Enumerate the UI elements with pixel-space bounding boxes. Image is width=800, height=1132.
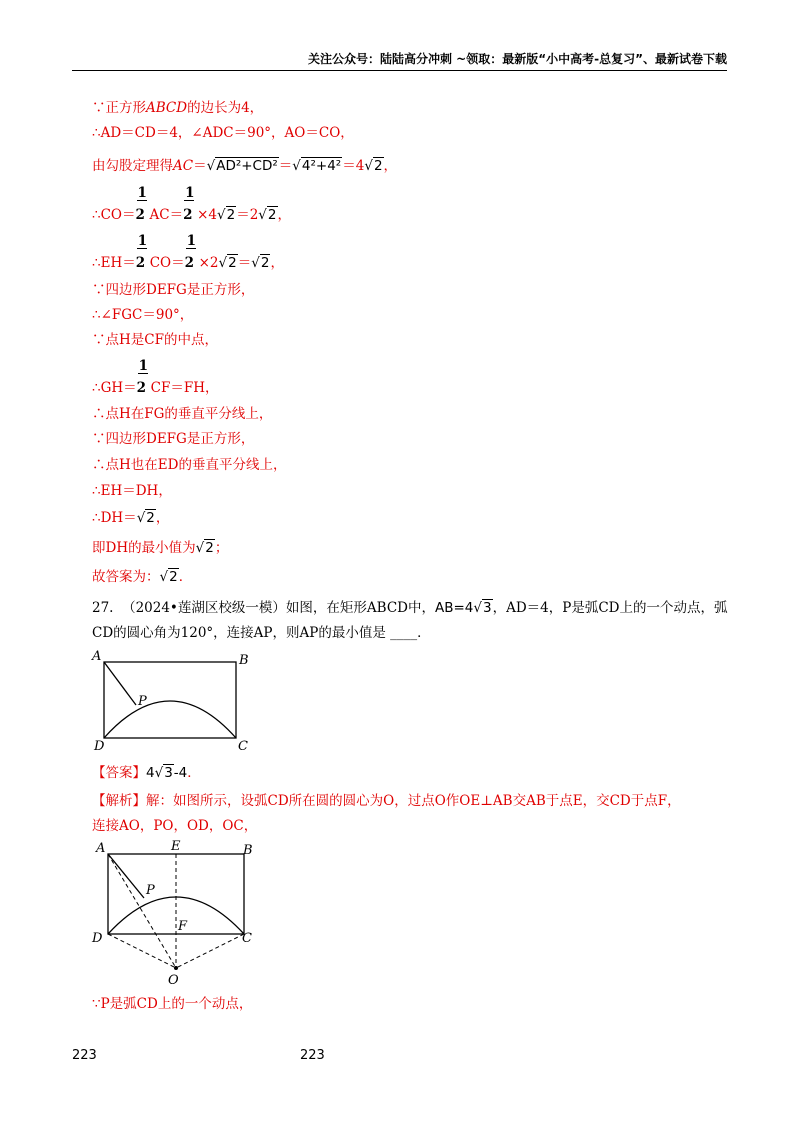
fig1-label-c: C bbox=[238, 739, 248, 754]
proof-line-15: 即DH的最小值为√2； bbox=[92, 540, 229, 556]
proof-line-14: ∴DH＝√2， bbox=[92, 510, 170, 526]
analysis-line-2: 连接AO，PO，OD，OC， bbox=[92, 818, 258, 834]
fig2-arc-cd bbox=[108, 897, 244, 934]
figure-2 bbox=[86, 838, 266, 988]
page-number-left: 223 bbox=[72, 1048, 97, 1063]
proof-line-3: 由勾股定理得AC＝√AD²+CD²＝√4²+4²＝4√2， bbox=[92, 158, 398, 174]
fig1-label-p: P bbox=[138, 694, 147, 709]
proof-line-11: ∵四边形DEFG是正方形， bbox=[92, 431, 255, 447]
proof-line-4: ∴CO＝ $\frac{1}{2}AC=$ $\frac{1}{2}\times 4√2=2√2$， bbox=[92, 185, 291, 223]
figure-1 bbox=[86, 646, 266, 758]
fig2-label-c: C bbox=[242, 931, 252, 946]
proof-line-10: ∴点H在FG的垂直平分线上， bbox=[92, 406, 273, 422]
question-line-2: CD的圆心角为120°，连接AP，则AP的最小值是 ____． bbox=[92, 625, 431, 641]
proof-line-9: ∴GH＝ $\frac{1}{2}CF=FH$， bbox=[92, 358, 219, 396]
fig2-label-p: P bbox=[146, 883, 155, 898]
analysis-last-line: ∵P是弧CD上的一个动点， bbox=[92, 996, 253, 1012]
fig1-rectangle bbox=[104, 662, 236, 738]
fig2-label-e: E bbox=[171, 839, 181, 854]
proof-line-1: ∵正方形ABCD的边长为4， bbox=[92, 100, 264, 116]
fig2-label-f: F bbox=[178, 919, 188, 934]
proof-line-16: 故答案为：√2． bbox=[92, 569, 193, 585]
fig1-label-a: A bbox=[92, 649, 102, 664]
proof-line-12: ∴点H也在ED的垂直平分线上， bbox=[92, 457, 287, 473]
page-number-center: 223 bbox=[300, 1048, 325, 1063]
proof-line-7: ∴∠FGC＝90°， bbox=[92, 307, 194, 323]
proof-line-8: ∵点H是CF的中点， bbox=[92, 332, 218, 348]
fig2-label-o: O bbox=[168, 973, 179, 988]
proof-line-2: ∴AD＝CD＝4，∠ADC＝90°，AO＝CO， bbox=[92, 125, 354, 141]
proof-line-6: ∵四边形DEFG是正方形， bbox=[92, 282, 255, 298]
fig1-segment-ap bbox=[104, 662, 136, 705]
analysis-line-1: 【解析】解：如图所示，设弧CD所在圆的圆心为O，过点O作OE⊥AB交AB于点E，交CD于点F， bbox=[92, 793, 681, 809]
fig1-label-d: D bbox=[94, 739, 105, 754]
fig1-arc-cd bbox=[104, 701, 236, 738]
fig2-point-o bbox=[174, 966, 178, 970]
question-line-1: 27. （2024•莲湖区校级一模）如图，在矩形ABCD中，AB=4√3，AD＝4，P是弧CD上的一个动点，弧 bbox=[92, 600, 728, 616]
fig2-rectangle bbox=[108, 854, 244, 934]
fig2-label-a: A bbox=[96, 841, 106, 856]
fig1-label-b: B bbox=[239, 653, 249, 668]
proof-line-5: ∴EH＝ $\frac{1}{2}CO=$ $\frac{1}{2}\times 2√2=√2$， bbox=[92, 233, 284, 271]
page-header: 关注公众号：陆陆高分冲刺 ~领取：最新版“小中高考-总复习”、最新试卷下载 bbox=[72, 48, 727, 71]
fig2-segment-ap bbox=[108, 854, 144, 898]
fig2-line-co bbox=[176, 934, 244, 968]
fig2-label-d: D bbox=[92, 931, 103, 946]
fig2-label-b: B bbox=[243, 843, 253, 858]
proof-line-13: ∴EH＝DH， bbox=[92, 483, 172, 499]
answer-line: 【答案】4√3-4． bbox=[92, 765, 201, 781]
